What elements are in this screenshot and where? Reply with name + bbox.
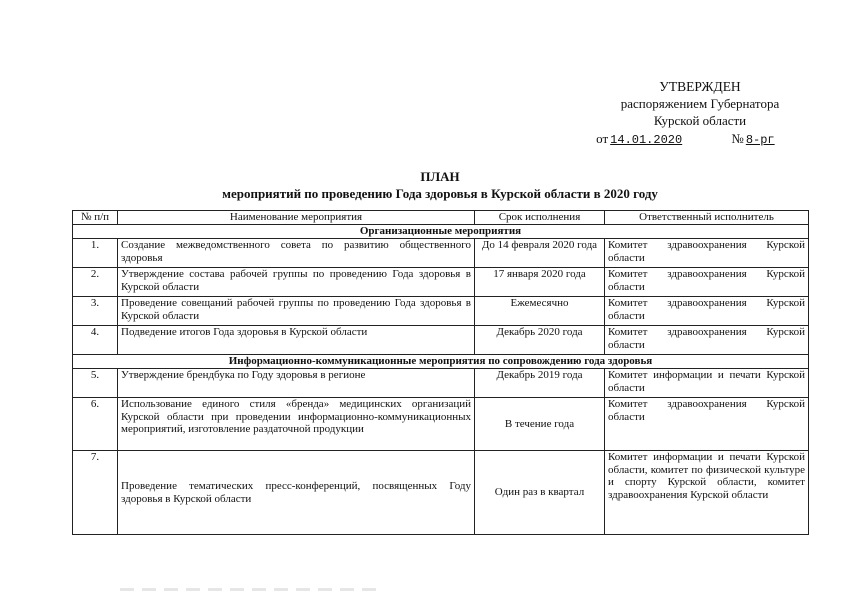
section-title: Организационные мероприятия — [73, 225, 809, 239]
header-term: Срок исполнения — [475, 211, 605, 225]
row-num: 3. — [73, 297, 118, 326]
table-row — [73, 297, 809, 326]
row-responsible: Комитет здравоохранения Курской области — [605, 239, 809, 268]
plan-title: ПЛАН — [420, 169, 460, 184]
table-row — [73, 369, 809, 398]
row-term: Один раз в квартал — [475, 451, 605, 535]
row-responsible: Комитет здравоохранения Курской области — [605, 297, 809, 326]
approval-date: 14.01.2020 — [610, 133, 683, 147]
approval-title: УТВЕРЖДЕН — [659, 79, 741, 94]
row-num: 7. — [73, 451, 118, 535]
row-responsible: Комитет информации и печати Курской области, комитет по физической культуре и спорту Курской области, комитет здравоохранения Курской области — [605, 451, 809, 535]
header-responsible: Ответственный исполнитель — [605, 211, 809, 225]
row-name: Проведение тематических пресс-конференций, посвященных Году здоровья в Курской области — [118, 451, 475, 535]
row-name: Проведение совещаний рабочей группы по проведению Года здоровья в Курской области — [118, 297, 475, 326]
row-term: Декабрь 2020 года — [475, 326, 605, 355]
header-num: № п/п — [73, 211, 118, 225]
approval-date-line — [590, 130, 810, 149]
row-term: 17 января 2020 года — [475, 268, 605, 297]
plan-table — [72, 210, 809, 535]
row-responsible: Комитет здравоохранения Курской области — [605, 398, 809, 451]
row-name: Утверждение состава рабочей группы по проведению Года здоровья в Курской области — [118, 268, 475, 297]
row-num: 4. — [73, 326, 118, 355]
row-name: Подведение итогов Года здоровья в Курской области — [118, 326, 475, 355]
number-prefix: № — [731, 131, 744, 146]
row-responsible: Комитет здравоохранения Курской области — [605, 326, 809, 355]
section-title: Информационно-коммуникационные мероприятия по сопровождению года здоровья — [73, 355, 809, 369]
row-name: Создание межведомственного совета по развитию общественного здоровья — [118, 239, 475, 268]
row-responsible: Комитет информации и печати Курской области — [605, 369, 809, 398]
row-num: 6. — [73, 398, 118, 451]
table-row — [73, 451, 809, 535]
row-term: До 14 февраля 2020 года — [475, 239, 605, 268]
table-row — [73, 326, 809, 355]
row-term: Ежемесячно — [475, 297, 605, 326]
header-name: Наименование мероприятия — [118, 211, 475, 225]
document-heading — [72, 168, 808, 202]
row-name: Использование единого стиля «бренда» медицинских организаций Курской области при проведении информационно-коммуникационных мероприятий, изготовление раздаточной продукции — [118, 398, 475, 451]
row-num: 5. — [73, 369, 118, 398]
approval-stamp — [590, 78, 810, 149]
section-row — [73, 225, 809, 239]
date-prefix: от — [596, 131, 609, 146]
table-row — [73, 398, 809, 451]
row-name: Утверждение брендбука по Году здоровья в регионе — [118, 369, 475, 398]
plan-subtitle: мероприятий по проведению Года здоровья в Курской области в 2020 году — [222, 186, 658, 201]
table-row — [73, 268, 809, 297]
approval-line-2: Курской области — [653, 113, 747, 128]
approval-line-1: распоряжением Губернатора — [620, 96, 780, 111]
scan-artifact — [120, 588, 380, 591]
section-row — [73, 355, 809, 369]
row-responsible: Комитет здравоохранения Курской области — [605, 268, 809, 297]
table-header-row — [73, 211, 809, 225]
approval-number: 8-рг — [745, 133, 775, 147]
row-num: 1. — [73, 239, 118, 268]
row-num: 2. — [73, 268, 118, 297]
row-term: Декабрь 2019 года — [475, 369, 605, 398]
table-row — [73, 239, 809, 268]
row-term: В течение года — [475, 398, 605, 451]
